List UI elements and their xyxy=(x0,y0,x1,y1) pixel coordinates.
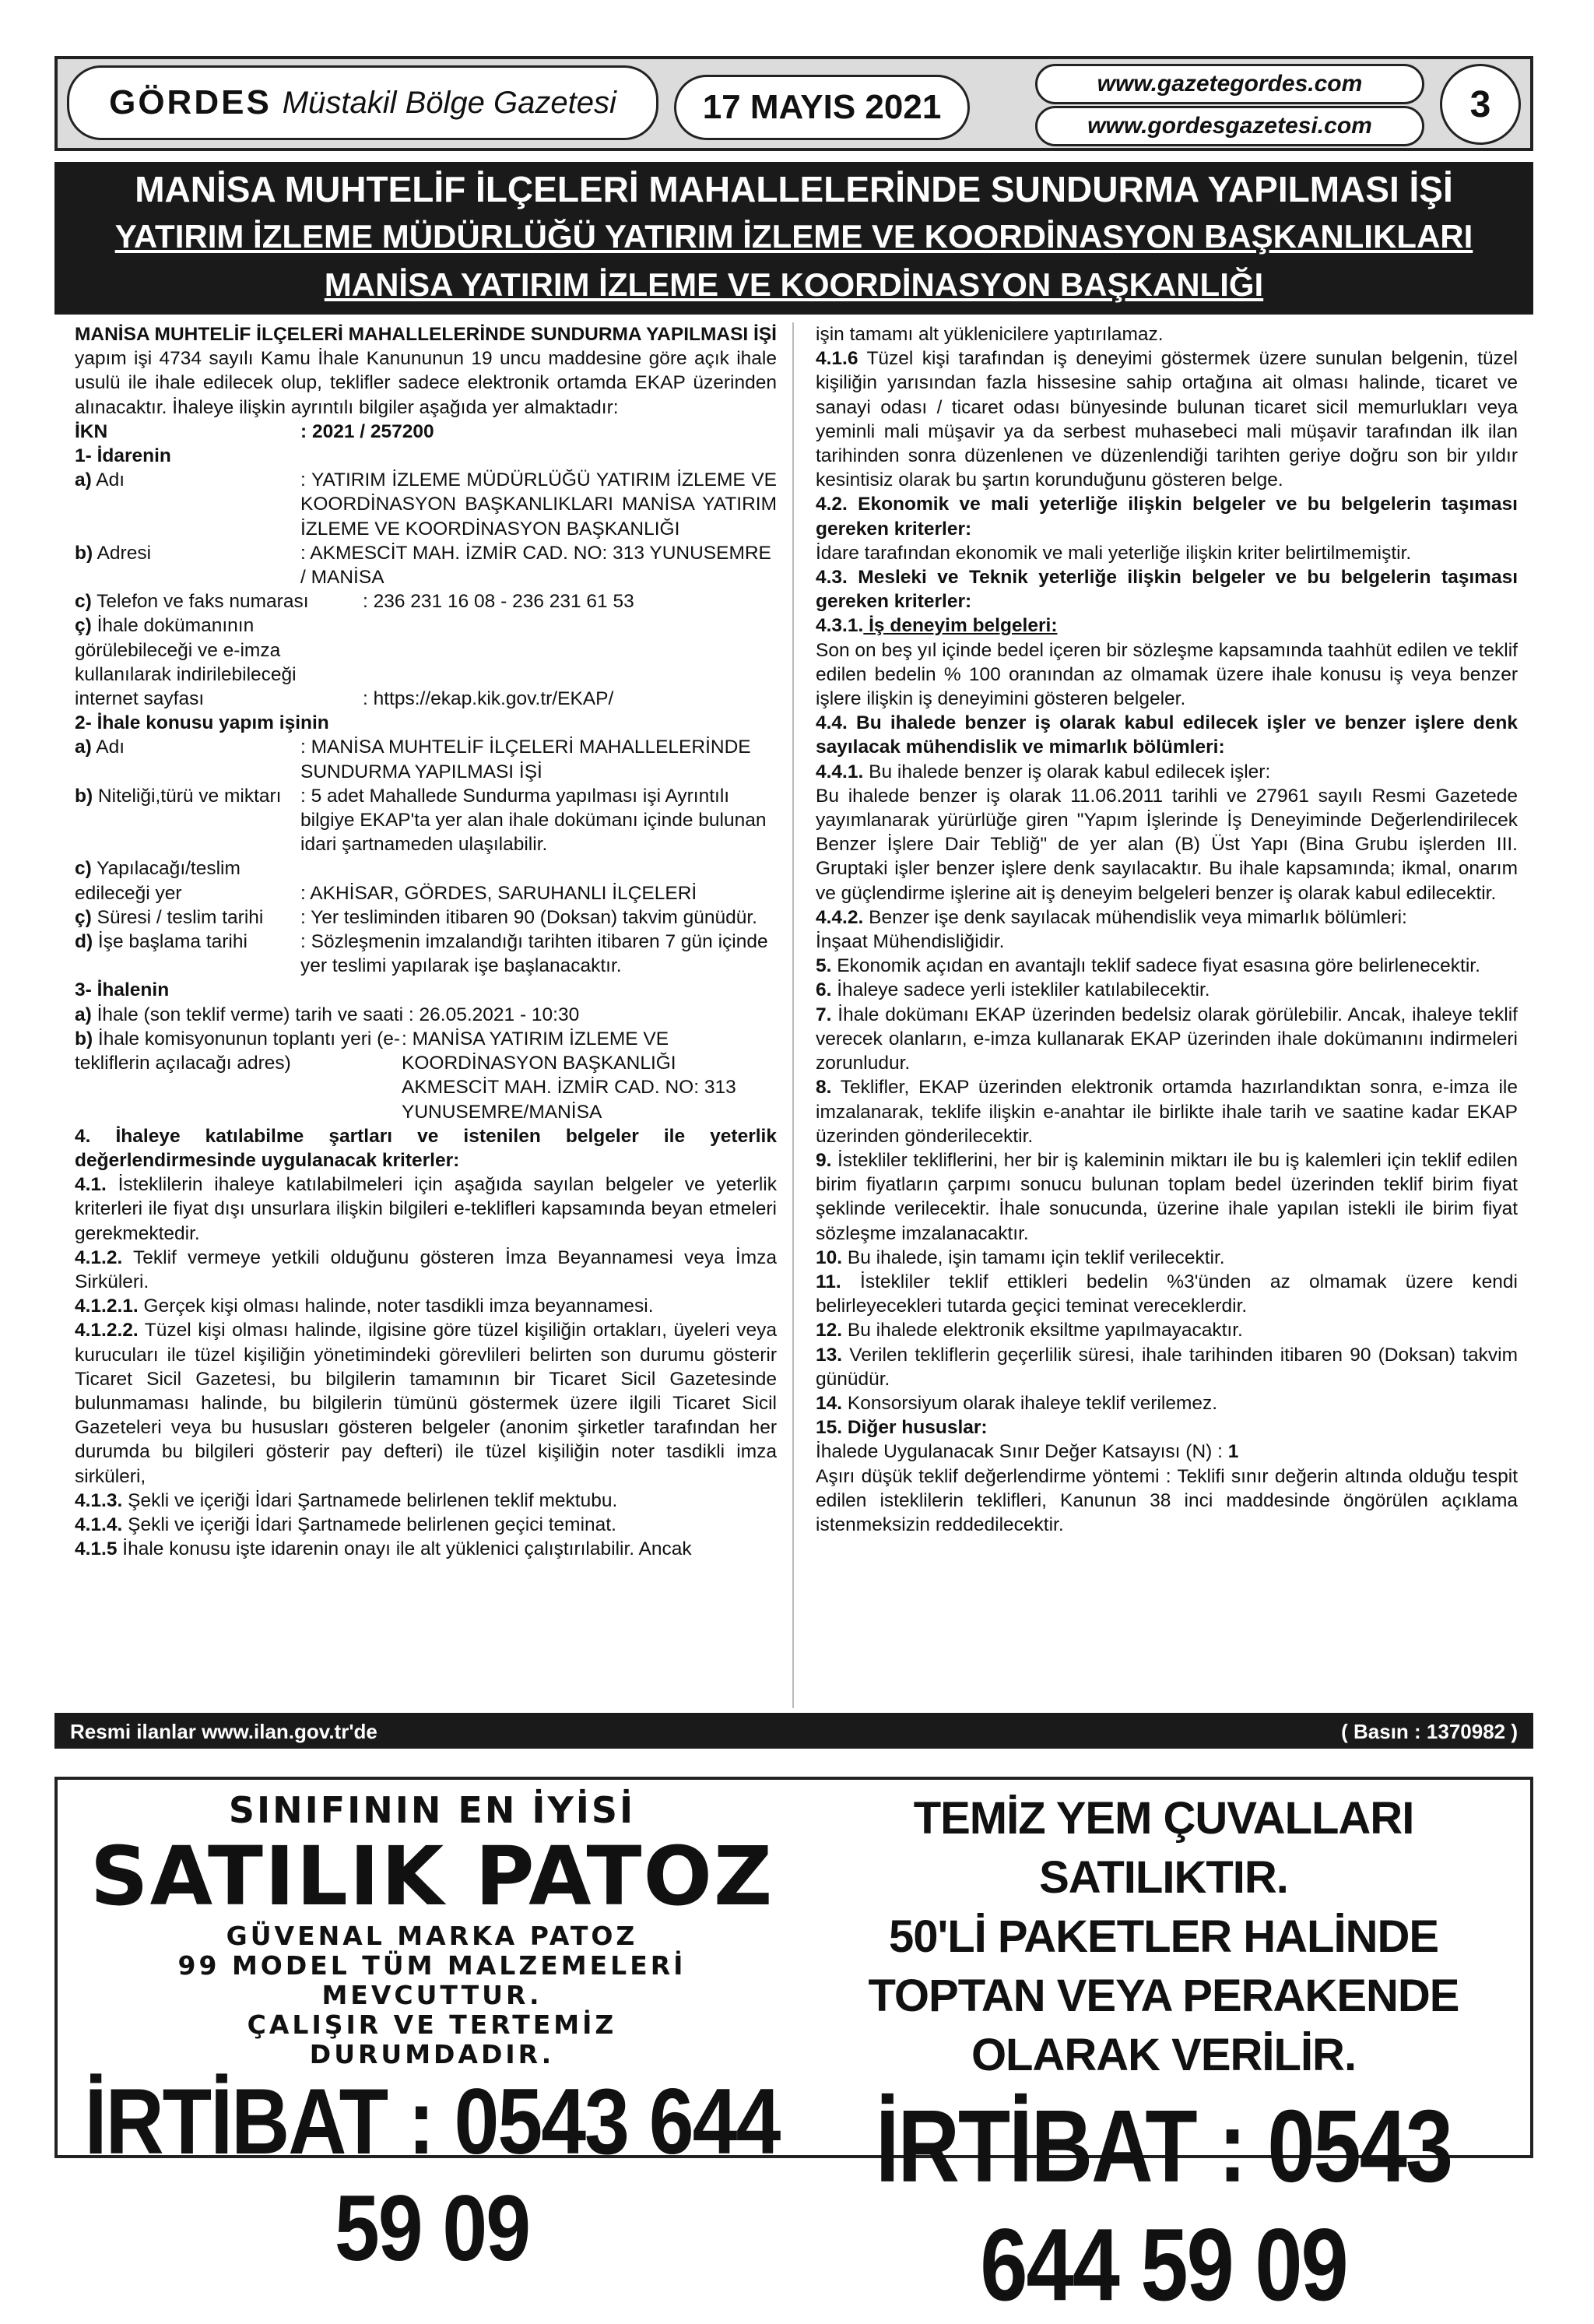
admin-name-row: a) Adı : YATIRIM İZLEME MÜDÜRLÜĞÜ YATIRIM İZLEME VE KOORDİNASYON BAŞKANLIKLARI MANİSA YATIRIM İZLEME VE KOORDİNASYON BAŞKANLIĞI xyxy=(75,469,777,540)
column-divider xyxy=(792,322,794,1708)
left-column xyxy=(75,322,777,1561)
clause-4-1-5-continued: işin tamamı alt yüklenicilere yaptırılamaz. xyxy=(816,324,1164,345)
clause-4-1-3: 4.1.3. Şekli ve içeriği İdari Şartnamede belirlenen teklif mektubu. xyxy=(75,1489,618,1511)
clause-4-4-1-detail: Bu ihalede benzer iş olarak 11.06.2011 tarihli ve 27961 sayılı Resmi Gazetede yayımlanarak yürürlüğe giren "Yapım İşlerinde İş Deneyiminde Değerlendirilecek Benzer İşlere Dair Tebliğ" de yer alan (B) Üst Yapı (Bina Grubu işlerden III. Gruptaki işler benzer işlere denk sayılacaktır. Bu ihale kapsamında; ikmal, onarım ve güçlendirme işlerine ait iş deneyim belgeleri benzer iş olarak kabul edilecektir. xyxy=(816,785,1518,904)
work-start-row: d) İşe başlama tarihi : Sözleşmenin imzalandığı tarihten itibaren 7 gün içinde yer teslimi yapılarak işe başlanacaktır. xyxy=(75,931,768,977)
notice-title: MANİSA MUHTELİF İLÇELERİ MAHALLELERİNDE SUNDURMA YAPILMASI İŞİ xyxy=(135,169,1453,209)
ad-patoz-line-4: ÇALIŞIR VE TERTEMİZ xyxy=(247,2009,617,2040)
section-1-heading: 1- İdarenin xyxy=(75,445,171,467)
ikn-row: İKN : 2021 / 257200 xyxy=(75,420,434,442)
notice-subtitle-1: YATIRIM İZLEME MÜDÜRLÜĞÜ YATIRIM İZLEME VE KOORDİNASYON BAŞKANLIKLARI xyxy=(114,218,1473,255)
ekap-link[interactable]: : https://ekap.kik.gov.tr/EKAP/ xyxy=(363,688,614,710)
tender-date-row: a) İhale (son teklif verme) tarih ve saati : 26.05.2021 - 10:30 xyxy=(75,1004,580,1025)
clause-11: 11. İstekliler teklif ettikleri bedelin %3'ünden az olmamak üzere kendi belirleyecekleri tutarda geçici teminat vereceklerdir. xyxy=(816,1271,1518,1317)
brand-name: GÖRDES xyxy=(109,83,272,121)
clause-4-1: 4.1. İsteklilerin ihaleye katılabilmeleri için aşağıda sayılan belgeler ve yeterlik kriterleri ile fiyat dışı unsurlara ilişkin bilgileri e-teklifleri kapsamında beyan etmeleri gerekmektedir. xyxy=(75,1174,777,1244)
ad-sacks-line-3: OLARAK VERİLİR. xyxy=(971,2030,1357,2080)
clause-8: 8. Teklifler, EKAP üzerinden elektronik ortamda hazırlandıktan sonra, e-imza ile imzalanarak, teklife ilişkin e-anahtar ile birlikte ihale tarih ve saatine kadar EKAP üzerinden gönderilecektir. xyxy=(816,1077,1518,1147)
clause-7: 7. İhale dokümanı EKAP üzerinden bedelsiz olarak görülebilir. Ancak, ihaleye teklif verecek olanların, e-imza kullanarak EKAP üzerinden ihale dokümanını indirmeleri zorunludur. xyxy=(816,1004,1518,1074)
clause-15-method: Aşırı düşük teklif değerlendirme yöntemi : Teklifi sınır değerin altında olduğu tespit edilen isteklilerin teklifleri, Kanunun 38 inci maddesinde öngörülen açıklama istenmeksizin reddedilecektir. xyxy=(816,1465,1518,1535)
page-number: 3 xyxy=(1440,64,1521,145)
clause-4-2: İdare tarafından ekonomik ve mali yeterliğe ilişkin kriter belirtilmemiştir. xyxy=(816,542,1412,564)
ad-patoz-line-1: GÜVENAL MARKA PATOZ xyxy=(226,1921,638,1951)
ad-patoz-headline: SATILIK PATOZ xyxy=(90,1829,774,1924)
clause-15: 15. Diğer hususlar: xyxy=(816,1417,988,1439)
ad-patoz-line-3: MEVCUTTUR. xyxy=(321,1980,542,2010)
clause-14: 14. Konsorsiyum olarak ihaleye teklif verilemez. xyxy=(816,1392,1218,1414)
brand-subtitle: Müstakil Bölge Gazetesi xyxy=(282,85,616,120)
ad-sacks-headline: TEMİZ YEM ÇUVALLARI SATILIKTIR. xyxy=(913,1793,1414,1903)
official-notices-link[interactable]: Resmi ilanlar www.ilan.gov.tr'de xyxy=(70,1720,377,1743)
website-link-2[interactable]: www.gordesgazetesi.com xyxy=(1035,106,1424,146)
right-column xyxy=(816,322,1518,1537)
notice-subtitle-2: MANİSA YATIRIM İZLEME VE KOORDİNASYON BAŞKANLIĞI xyxy=(324,266,1264,303)
clause-4-1-2-2: 4.1.2.2. Tüzel kişi olması halinde, ilgisine göre tüzel kişiliğin ortakları, üyeleri veya kurucuları ile tüzel kişiliğin yönetimindeki görevlileri belirten son durumu gösterir Ticaret Sicil Gazetesi, bu bilgilerin tamamının bir Ticaret Sicil Gazetesinde bulunmaması halinde, bu bilgilerin tümünü göstermek üzere ilgili Ticaret Sicil Gazeteleri veya bu hususları gösteren belgeler (anonim şirketler tarafından her durumda bu bilgileri gösterir pay defteri) ile tüzel kişiliğin noter tasdikli imza sirküleri, xyxy=(75,1320,777,1487)
ad-sacks-line-2: TOPTAN VEYA PERAKENDE xyxy=(868,1971,1459,2021)
ad-patoz-tagline: SINIFININ EN İYİSİ xyxy=(228,1789,636,1831)
masthead-brand xyxy=(67,65,658,140)
admin-address-row: b) Adresi : AKMESCİT MAH. İZMİR CAD. NO: 313 YUNUSEMRE / MANİSA xyxy=(75,542,771,589)
work-duration-row: ç) Süresi / teslim tarihi : Yer tesliminden itibaren 90 (Doksan) takvim günüdür. xyxy=(75,906,757,928)
clause-4-1-2-1: 4.1.2.1. Gerçek kişi olması halinde, noter tasdikli imza beyannamesi. xyxy=(75,1296,654,1317)
issue-date: 17 MAYIS 2021 xyxy=(674,75,970,140)
clause-4-4-2: 4.4.2. Benzer işe denk sayılacak mühendislik veya mimarlık bölümleri: xyxy=(816,906,1407,928)
section-2-heading: 2- İhale konusu yapım işinin xyxy=(75,712,329,734)
clause-4-4-2-detail: İnşaat Mühendisliğidir. xyxy=(816,931,1005,953)
ad-sacks-contact: İRTİBAT : 0543 644 59 09 xyxy=(875,2089,1452,2322)
clause-4-3-heading: 4.3. Mesleki ve Teknik yeterliğe ilişkin belgeler ve bu belgelerin taşıması gereken kriterler: xyxy=(816,567,1518,613)
clause-15-coefficient: İhalede Uygulanacak Sınır Değer Katsayısı (N) : 1 xyxy=(816,1441,1239,1463)
clause-6: 6. İhaleye sadece yerli istekliler katılabilecektir. xyxy=(816,979,1210,1001)
clause-13: 13. Verilen tekliflerin geçerlilik süresi, ihale tarihinden itibaren 90 (Doksan) takvim günüdür. xyxy=(816,1344,1518,1390)
clause-4-1-2: 4.1.2. Teklif vermeye yetkili olduğunu gösteren İmza Beyannamesi veya İmza Sirküleri. xyxy=(75,1246,777,1292)
ad-patoz-contact: İRTİBAT : 0543 644 59 09 xyxy=(84,2070,780,2281)
section-4-heading: 4. İhaleye katılabilme şartları ve istenilen belgeler ile yeterlik değerlendirmesinde uygulanacak kriterler: xyxy=(75,1125,777,1171)
clause-4-1-4: 4.1.4. Şekli ve içeriği İdari Şartnamede belirlenen geçici teminat. xyxy=(75,1514,616,1535)
clause-4-3-1-heading: 4.3.1. İş deneyim belgeleri: xyxy=(816,615,1058,637)
ad-patoz-line-5: DURUMDADIR. xyxy=(309,2039,555,2069)
ad-sacks-line-1: 50'Lİ PAKETLER HALİNDE xyxy=(888,1911,1439,1962)
clause-9: 9. İstekliler tekliflerini, her bir iş kaleminin miktarı ile bu iş kalemleri için teklif edilen birim fiyatların çarpımı sonucu bulunan toplam bedel üzerinden teklif birim fiyat şeklinde verilecektir. İhale sonucunda, üzerine ihale yapılan istekli ile birim fiyat sözleşme imzalanacaktır. xyxy=(816,1149,1518,1244)
clause-10: 10. Bu ihalede, işin tamamı için teklif verilecektir. xyxy=(816,1246,1225,1268)
notice-title-block xyxy=(54,162,1533,315)
intro-paragraph: MANİSA MUHTELİF İLÇELERİ MAHALLELERİNDE SUNDURMA YAPILMASI İŞİ yapım işi 4734 sayılı Kamu İhale Kanununun 19 uncu maddesine göre açık ihale usulü ile ihale edilecek olup, teklifler sadece elektronik ortamda EKAP üzerinden alınacaktır. İhaleye ilişkin ayrıntılı bilgiler aşağıda yer almaktadır: xyxy=(75,324,777,418)
clause-12: 12. Bu ihalede elektronik eksiltme yapılmayacaktır. xyxy=(816,1320,1243,1341)
clause-5: 5. Ekonomik açıdan en avantajlı teklif sadece fiyat esasına göre belirlenecektir. xyxy=(816,955,1480,977)
clause-4-3-1: Son on beş yıl içinde bedel içeren bir sözleşme kapsamında taahhüt edilen ve teklif edilen bedelin % 100 oranından az olmamak üzere ihale konusu iş veya benzer işlere ilişkin iş deneyimini gösteren belgeler. xyxy=(816,639,1518,710)
ad-feed-sacks xyxy=(809,1789,1518,2322)
work-name-row: a) Adı : MANİSA MUHTELİF İLÇELERİ MAHALLELERİNDE SUNDURMA YAPILMASI İŞİ xyxy=(75,737,751,782)
admin-website-row: ç) İhale dokümanının görülebileceği ve e-imza kullanılarak indirilebileceği internet sayfası : https://ekap.kik.gov.tr/EKAP/ xyxy=(75,614,777,711)
clause-4-4-heading: 4.4. Bu ihalede benzer iş olarak kabul edilecek işler ve benzer işlere denk sayılacak mühendislik ve mimarlık bölümleri: xyxy=(816,712,1518,758)
work-type-row: b) Niteliği,türü ve miktarı : 5 adet Mahallede Sundurma yapılması işi Ayrıntılı bilgiye EKAP'ta yer alan ihale dokümanı içinde bulunan idari şartnameden ulaşılabilir. xyxy=(75,785,767,856)
ad-patoz xyxy=(70,1789,794,2281)
clause-4-4-1: 4.4.1. Bu ihalede benzer iş olarak kabul edilecek işler: xyxy=(816,761,1271,782)
admin-phone-row: c) Telefon ve faks numarası : 236 231 16 08 - 236 231 61 53 xyxy=(75,591,634,613)
press-reference: ( Basın : 1370982 ) xyxy=(1341,1720,1518,1743)
notice-footer-bar xyxy=(54,1713,1533,1749)
tender-venue-row: b) İhale komisyonunun toplantı yeri (e-tekliflerin açılacağı adres) : MANİSA YATIRIM İZLEME VE KOORDİNASYON BAŞKANLIĞI AKMESCİT MAH. İZMİR CAD. NO: 313 YUNUSEMRE/MANİSA xyxy=(75,1028,736,1123)
work-location-row: c) Yapılacağı/teslim edileceği yer : AKHİSAR, GÖRDES, SARUHANLI İLÇELERİ xyxy=(75,858,697,904)
ad-patoz-line-2: 99 MODEL TÜM MALZEMELERİ xyxy=(177,1950,686,1981)
clause-4-2-heading: 4.2. Ekonomik ve mali yeterliğe ilişkin belgeler ve bu belgelerin taşıması gereken kriterler: xyxy=(816,494,1518,540)
clause-4-1-5: 4.1.5 İhale konusu işte idarenin onayı ile alt yüklenici çalıştırılabilir. Ancak xyxy=(75,1538,692,1560)
clause-4-1-6: 4.1.6 Tüzel kişi tarafından iş deneyimi göstermek üzere sunulan belgenin, tüzel kişiliğin yarısından fazla hissesine sahip ortağına ait olması halinde, ticaret ve sanayi odası / ticaret odası bünyesinde bulunan ticaret sicil memurlukları veya yeminli mali müşavir ya da serbest muhasebeci mali müşavir tarafından ilk ilan tarihinden sonra düzenlenen ve düzenlendiği tarihten geriye doğru son bir yıldır kesintisiz olarak bu şartın korunduğunu gösteren belge. xyxy=(816,348,1518,491)
section-3-heading: 3- İhalenin xyxy=(75,979,170,1001)
website-link-1[interactable]: www.gazetegordes.com xyxy=(1035,64,1424,104)
